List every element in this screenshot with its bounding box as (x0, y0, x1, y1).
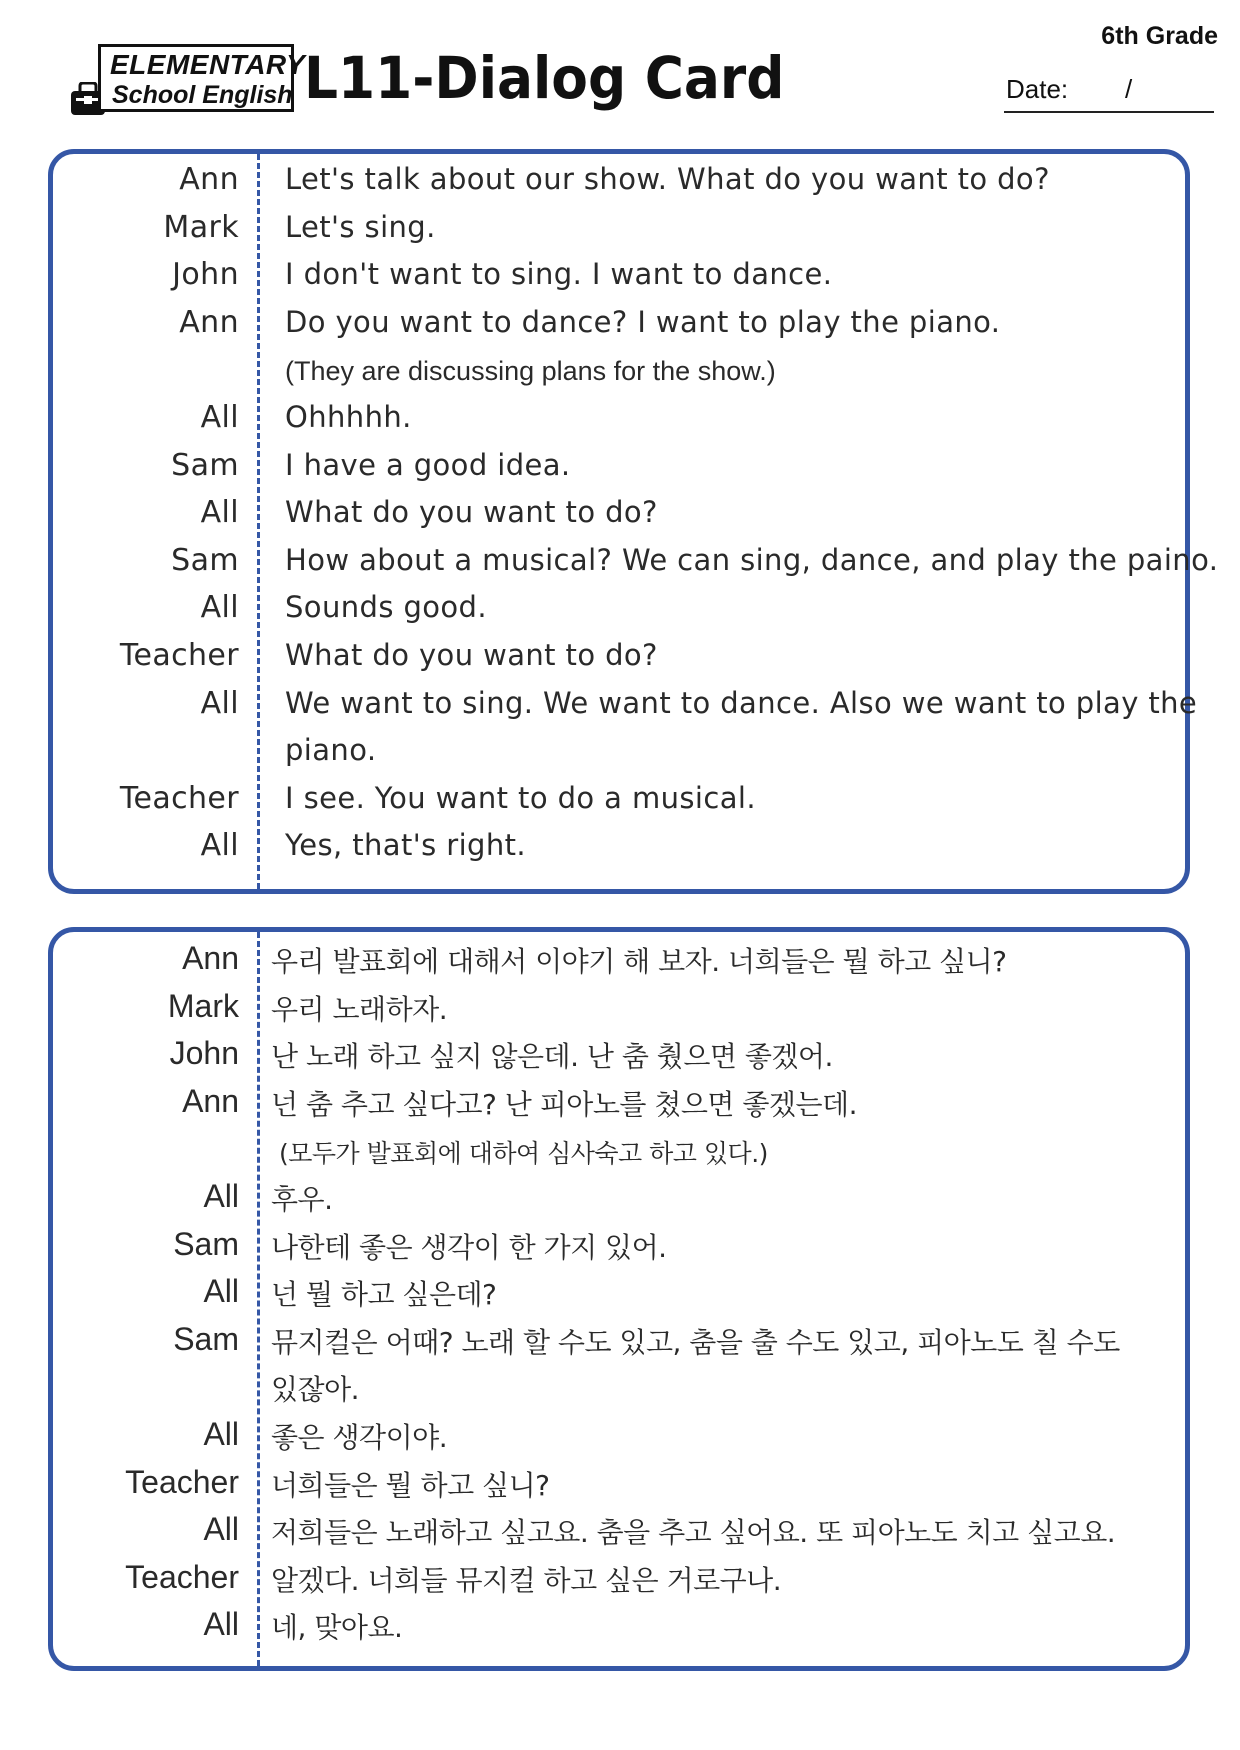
speaker-name: All (200, 828, 239, 864)
dialog-text: 우리 노래하자. (271, 992, 448, 1026)
speaker-name: All (200, 399, 239, 435)
dialog-text: 저희들은 노래하고 싶고요. 춤을 추고 싶어요. 또 피아노도 치고 싶고요. (271, 1516, 1116, 1550)
speaker-name: All (203, 1177, 239, 1214)
dialog-line (53, 1511, 1185, 1559)
dialog-line (53, 257, 1185, 305)
page-title: L11-Dialog Card (304, 44, 785, 112)
dialog-text: I don't want to sing. I want to dance. (285, 257, 833, 292)
dialog-line (53, 448, 1185, 496)
dialog-line (53, 400, 1185, 448)
logo-line-2: School English (112, 81, 293, 109)
dialog-line (53, 1083, 1185, 1131)
speaker-name: Ann (182, 1082, 239, 1119)
dialog-text: piano. (285, 733, 377, 768)
speaker-name: All (203, 1273, 239, 1310)
dialog-text: 좋은 생각이야. (271, 1420, 448, 1454)
dialog-line (53, 495, 1185, 543)
speaker-name: John (169, 1035, 239, 1072)
dialog-text: Let's sing. (285, 209, 436, 244)
dialog-text: How about a musical? We can sing, dance, and play the paino. (285, 542, 1219, 577)
dialog-text: 우리 발표회에 대해서 이야기 해 보자. 너희들은 뭘 하고 싶니? (271, 945, 1007, 978)
speaker-name: Sam (171, 542, 239, 578)
dialog-text: What do you want to do? (285, 495, 658, 530)
dialog-line (53, 1606, 1185, 1654)
dialog-line (53, 733, 1185, 781)
dialog-text: 넌 뭘 하고 싶은데? (271, 1278, 497, 1312)
speaker-name: Teacher (119, 780, 239, 816)
speaker-name: Teacher (125, 1463, 239, 1500)
speaker-name: Teacher (119, 637, 239, 673)
speaker-name: Teacher (125, 1558, 239, 1595)
stage-direction (53, 1130, 1185, 1178)
dialog-text: 넌 춤 추고 싶다고? 난 피아노를 쳤으면 좋겠는데. (271, 1087, 857, 1121)
dialog-line (53, 1035, 1185, 1083)
speaker-name: All (203, 1415, 239, 1452)
dialog-text: 알겠다. 너희들 뮤지컬 하고 싶은 거로구나. (271, 1563, 782, 1597)
dialog-text: Yes, that's right. (285, 828, 526, 863)
dialog-line (53, 1368, 1185, 1416)
dialog-line (53, 1321, 1185, 1369)
dialog-line (53, 542, 1219, 591)
dialog-line (53, 781, 1185, 829)
dialog-line (53, 1178, 1185, 1226)
date-label: Date: (1006, 74, 1069, 104)
dialog-line (53, 828, 1185, 876)
speaker-name: Ann (179, 162, 239, 197)
dialog-line (53, 988, 1185, 1036)
dialog-text: Ohhhhh. (285, 399, 412, 434)
dialog-text: 뮤지컬은 어때? 노래 할 수도 있고, 춤을 출 수도 있고, 피아노도 칠 수도 (271, 1325, 1120, 1359)
dialog-line (53, 590, 1185, 638)
dialog-line (53, 162, 1185, 210)
dialog-text: 후우. (271, 1182, 333, 1216)
dialog-text: 있잖아. (271, 1373, 360, 1407)
dialog-text: Let's talk about our show. What do you want to do? (285, 162, 1050, 196)
date-input-line[interactable] (1004, 111, 1214, 113)
elementary-school-english-logo (68, 44, 306, 120)
dialog-line (53, 685, 1198, 734)
date-separator: / (1125, 74, 1133, 104)
grade-label: 6th Grade (1101, 22, 1218, 50)
speaker-name: All (203, 1511, 239, 1548)
stage-direction (53, 352, 1185, 400)
dialog-line (53, 210, 1185, 258)
speaker-name: Sam (171, 447, 239, 483)
speaker-name: Sam (173, 1320, 239, 1357)
dialog-text: (They are discussing plans for the show.) (285, 356, 776, 387)
speaker-name: All (203, 1606, 239, 1643)
korean-dialog-card (48, 927, 1190, 1671)
dialog-text: (모두가 발표회에 대하여 심사숙고 하고 있다.) (279, 1139, 768, 1169)
dialog-line (53, 940, 1185, 988)
logo-line-1: ELEMENTARY (110, 49, 306, 80)
speaker-name: Sam (173, 1225, 239, 1262)
dialog-text: 난 노래 하고 싶지 않은데. 난 춤 췄으면 좋겠어. (271, 1040, 833, 1074)
dialog-text: We want to sing. We want to dance. Also we want to play the (285, 685, 1198, 720)
dialog-text: 네, 맞아요. (271, 1611, 403, 1645)
dialog-text: What do you want to do? (285, 637, 658, 672)
speaker-name: All (200, 590, 239, 626)
speaker-name: Ann (182, 940, 239, 976)
dialog-line (53, 1464, 1185, 1512)
dialog-line (53, 1559, 1185, 1607)
dialog-line (53, 1416, 1185, 1464)
dialog-text: Sounds good. (285, 590, 487, 625)
speaker-name: Ann (179, 304, 239, 340)
dialog-text: 너희들은 뭘 하고 싶니? (271, 1468, 550, 1502)
speaker-name: All (200, 685, 239, 721)
dialog-text: I have a good idea. (285, 447, 571, 482)
speaker-name: John (172, 257, 239, 293)
speaker-name: All (200, 495, 239, 531)
dialog-text: Do you want to dance? I want to play the piano. (285, 304, 1001, 339)
dialog-line (53, 638, 1185, 686)
english-dialog-card (48, 149, 1219, 894)
dialog-text: I see. You want to do a musical. (285, 780, 756, 815)
speaker-name: Mark (163, 209, 239, 245)
speaker-name: Mark (167, 987, 239, 1024)
dialog-line (53, 305, 1185, 353)
dialog-line (53, 1226, 1185, 1274)
dialog-line (53, 1273, 1185, 1321)
dialog-text: 나한테 좋은 생각이 한 가지 있어. (271, 1230, 667, 1264)
